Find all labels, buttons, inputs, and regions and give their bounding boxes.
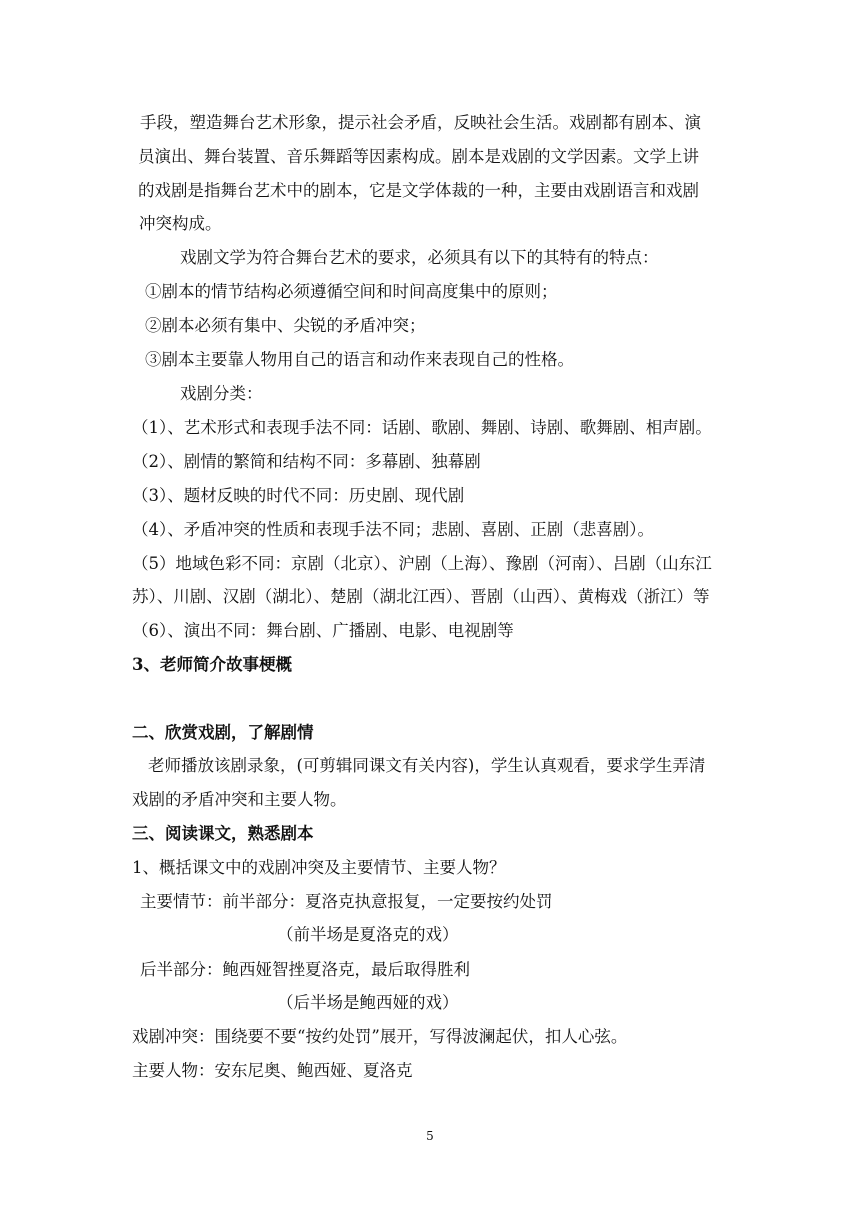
- list-item: （4）、矛盾冲突的性质和表现手法不同；悲剧、喜剧、正剧（悲喜剧）。: [132, 520, 654, 539]
- body-line: 戏剧分类：: [180, 384, 263, 403]
- body-line: （前半场是夏洛克的戏）: [277, 925, 459, 944]
- body-line: 冲突构成。: [139, 214, 222, 233]
- body-line: 老师播放该剧录象，(可剪辑同课文有关内容)，学生认真观看，要求学生弄清: [148, 756, 706, 775]
- section-heading: 二、欣赏戏剧，了解剧情: [132, 723, 314, 742]
- body-line: 的戏剧是指舞台艺术中的剧本，它是文学体裁的一种，主要由戏剧语言和戏剧: [138, 181, 699, 200]
- body-line: 主要情节：前半部分：夏洛克执意报复，一定要按约处罚: [140, 892, 553, 911]
- body-line: 戏剧文学为符合舞台艺术的要求，必须具有以下的其特有的特点：: [180, 248, 659, 267]
- list-item: （5）地域色彩不同：京剧（北京）、沪剧（上海）、豫剧（河南）、吕剧（山东江: [132, 554, 712, 573]
- body-line: 后半部分：鲍西娅智挫夏洛克，最后取得胜利: [140, 960, 470, 979]
- list-item: （3）、题材反映的时代不同：历史剧、现代剧: [132, 486, 465, 505]
- body-line: 手段，塑造舞台艺术形象，提示社会矛盾，反映社会生活。戏剧都有剧本、演: [140, 113, 701, 132]
- list-item: （1）、艺术形式和表现手法不同：话剧、歌剧、舞剧、诗剧、歌舞剧、相声剧。: [132, 418, 712, 437]
- list-item: 苏）、川剧、汉剧（湖北）、楚剧（湖北江西）、晋剧（山西）、黄梅戏（浙江）等: [132, 587, 710, 606]
- body-line: （后半场是鲍西娅的戏）: [277, 993, 459, 1012]
- list-item: （2）、剧情的繁简和结构不同：多幕剧、独幕剧: [132, 452, 481, 471]
- section-heading: 三、阅读课文，熟悉剧本: [132, 824, 314, 843]
- section-heading: 3、老师简介故事梗概: [132, 655, 292, 674]
- body-line: 戏剧的矛盾冲突和主要人物。: [132, 790, 347, 809]
- body-line: 戏剧冲突：围绕要不要“按约处罚”展开，写得波澜起伏，扣人心弦。: [132, 1027, 628, 1046]
- body-line: 1、概括课文中的戏剧冲突及主要情节、主要人物？: [132, 858, 506, 877]
- page-number: 5: [426, 1129, 434, 1143]
- list-item: （6）、演出不同：舞台剧、广播剧、电影、电视剧等: [132, 621, 514, 640]
- list-item: ③剧本主要靠人物用自己的语言和动作来表现自己的性格。: [145, 350, 574, 369]
- body-line: 主要人物：安东尼奥、鲍西娅、夏洛克: [132, 1061, 413, 1080]
- body-line: 员演出、舞台装置、音乐舞蹈等因素构成。剧本是戏剧的文学因素。文学上讲: [138, 147, 699, 166]
- list-item: ①剧本的情节结构必须遵循空间和时间高度集中的原则；: [145, 282, 558, 301]
- list-item: ②剧本必须有集中、尖锐的矛盾冲突；: [145, 316, 426, 335]
